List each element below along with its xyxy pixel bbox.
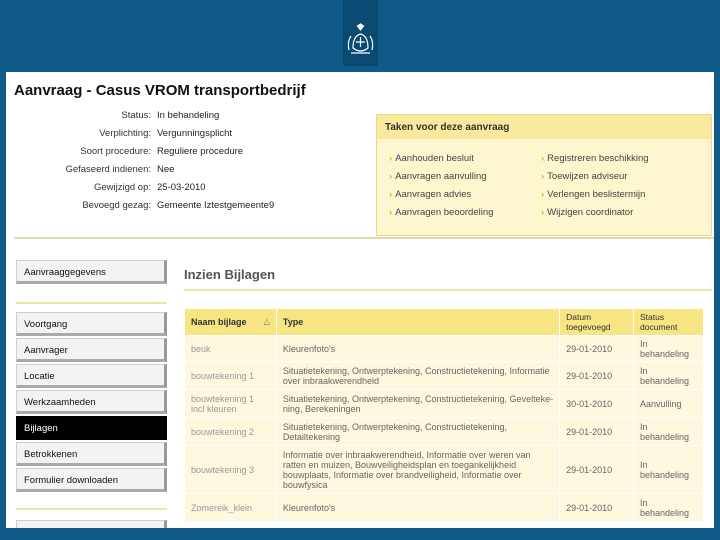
sidebar-item-formulier-downloaden[interactable]: Formulier downloaden — [16, 468, 167, 492]
table-header-row — [185, 309, 704, 336]
task-label: Verlengen beslistermijn — [547, 189, 646, 200]
modified-value: 25-03-2010 — [157, 182, 206, 193]
column-header-label: Naam bijlage — [191, 317, 247, 327]
procedure-value: Reguliere procedure — [157, 146, 244, 157]
authority-label: Bevoegd gezag: — [82, 200, 151, 211]
table-row[interactable] — [185, 362, 704, 390]
column-header-name[interactable] — [185, 309, 277, 336]
task-label: Toewijzen adviseur — [547, 171, 628, 182]
task-label: Aanvragen aanvulling — [395, 171, 487, 182]
attachment-status: In behandeling — [634, 336, 704, 362]
presentation-bottom-bar — [0, 528, 720, 540]
attachment-name[interactable]: beuk — [185, 336, 277, 362]
attachment-date: 29-01-2010 — [560, 336, 634, 362]
column-header-type[interactable]: Type — [276, 309, 559, 336]
status-row — [6, 200, 366, 214]
attachment-name[interactable]: bouwtekening 1 — [185, 362, 277, 390]
sidebar-item-betrokkenen[interactable]: Betrokkenen — [16, 442, 167, 466]
sidebar-item-voortgang[interactable]: Voortgang — [16, 312, 167, 336]
status-row — [6, 146, 366, 160]
column-header-date[interactable]: Datum toegevoegd — [560, 309, 634, 336]
task-label: Wijzigen coordinator — [547, 207, 634, 218]
table-row[interactable] — [185, 418, 704, 446]
sidebar-item-bijlagen[interactable]: Bijlagen — [16, 416, 167, 440]
arrow-icon: › — [541, 153, 545, 164]
table-row[interactable] — [185, 336, 704, 362]
status-row — [6, 164, 366, 178]
sidebar-separator — [16, 508, 167, 510]
modified-label: Gewijzigd op: — [93, 182, 151, 193]
task-label: Aanhouden besluit — [395, 153, 474, 164]
task-link[interactable] — [389, 189, 471, 200]
arrow-icon: › — [389, 153, 393, 164]
phased-label: Gefaseerd indienen: — [65, 164, 151, 175]
task-link[interactable] — [389, 171, 487, 182]
arrow-icon: › — [541, 207, 545, 218]
attachment-type: Informatie over inbraakwerendheid, Informatie over weren van ratten en muizen, Bouwveiligheidsplan en toegankelijkheid bouwplaats, Informatie over brandveiligheid, Informatie over bouwfysica — [276, 446, 559, 494]
table-row[interactable] — [185, 446, 704, 494]
section-rule — [184, 289, 712, 291]
obligation-value: Vergunningsplicht — [157, 128, 232, 139]
application-window — [6, 72, 714, 528]
sidebar-item-locatie[interactable]: Locatie — [16, 364, 167, 388]
tasks-title: Taken voor deze aanvraag — [377, 115, 711, 139]
sidebar-item-aanvraaggegevens[interactable]: Aanvraaggegevens — [16, 260, 167, 284]
task-link[interactable] — [389, 153, 474, 164]
attachment-name[interactable]: bouwtekening 1 incl kleuren — [185, 390, 277, 418]
arrow-icon: › — [389, 207, 393, 218]
table-row[interactable] — [185, 390, 704, 418]
task-link[interactable] — [541, 153, 649, 164]
status-row — [6, 110, 366, 124]
coat-of-arms-logo — [343, 0, 378, 66]
attachment-status: In behandeling — [634, 362, 704, 390]
task-link[interactable] — [389, 207, 493, 218]
task-link[interactable] — [541, 171, 627, 182]
attachment-date: 29-01-2010 — [560, 494, 634, 522]
table-row[interactable] — [185, 494, 704, 522]
attachment-date: 29-01-2010 — [560, 418, 634, 446]
attachment-name[interactable]: bouwtekening 3 — [185, 446, 277, 494]
attachment-status: Aanvulling — [634, 390, 704, 418]
status-value: In behandeling — [157, 110, 220, 121]
task-link[interactable] — [541, 207, 633, 218]
attachment-name[interactable]: bouwtekening 2 — [185, 418, 277, 446]
attachment-status: In behandeling — [634, 418, 704, 446]
task-label: Aanvragen advies — [395, 189, 472, 200]
sidebar-item-empty[interactable] — [16, 520, 167, 528]
procedure-label: Soort procedure: — [80, 146, 151, 157]
attachments-table — [184, 308, 704, 522]
obligation-label: Verplichting: — [99, 128, 151, 139]
phased-value: Nee — [157, 164, 175, 175]
arrow-icon: › — [541, 171, 545, 182]
attachment-date: 29-01-2010 — [560, 446, 634, 494]
task-link[interactable] — [541, 189, 645, 200]
attachment-name[interactable]: Zomereik_klein — [185, 494, 277, 522]
arrow-icon: › — [389, 171, 393, 182]
tasks-panel — [376, 114, 712, 236]
section-divider — [14, 237, 714, 239]
sort-icon[interactable]: △ — [263, 317, 270, 326]
attachment-type: Situatietekening, Ontwerptekening, Constructietekening, Informatie over inbraakwerendheid — [276, 362, 559, 390]
attachment-status: In behandeling — [634, 494, 704, 522]
section-title: Inzien Bijlagen — [184, 267, 276, 282]
authority-value: Gemeente Iztestgemeente9 — [157, 200, 275, 211]
sidebar-item-werkzaamheden[interactable]: Werkzaamheden — [16, 390, 167, 414]
status-row — [6, 128, 366, 142]
status-label: Status: — [121, 110, 151, 121]
page-title: Aanvraag - Casus VROM transportbedrijf — [14, 82, 306, 99]
attachment-type: Situatietekening, Ontwerptekening, Constructietekening, Detailtekening — [276, 418, 559, 446]
task-label: Registreren beschikking — [547, 153, 649, 164]
column-header-status[interactable]: Status document — [634, 309, 704, 336]
attachment-type: Kleurenfoto's — [276, 494, 559, 522]
attachment-date: 30-01-2010 — [560, 390, 634, 418]
attachment-type: Situatietekening, Ontwerptekening, Constructietekening, Geveltekening, Berekeningen — [276, 390, 559, 418]
arrow-icon: › — [541, 189, 545, 200]
attachment-date: 29-01-2010 — [560, 362, 634, 390]
arrow-icon: › — [389, 189, 393, 200]
task-label: Aanvragen beoordeling — [395, 207, 494, 218]
sidebar-item-aanvrager[interactable]: Aanvrager — [16, 338, 167, 362]
attachment-type: Kleurenfoto's — [276, 336, 559, 362]
sidebar-separator — [16, 302, 167, 304]
attachment-status: In behandeling — [634, 446, 704, 494]
status-row — [6, 182, 366, 196]
